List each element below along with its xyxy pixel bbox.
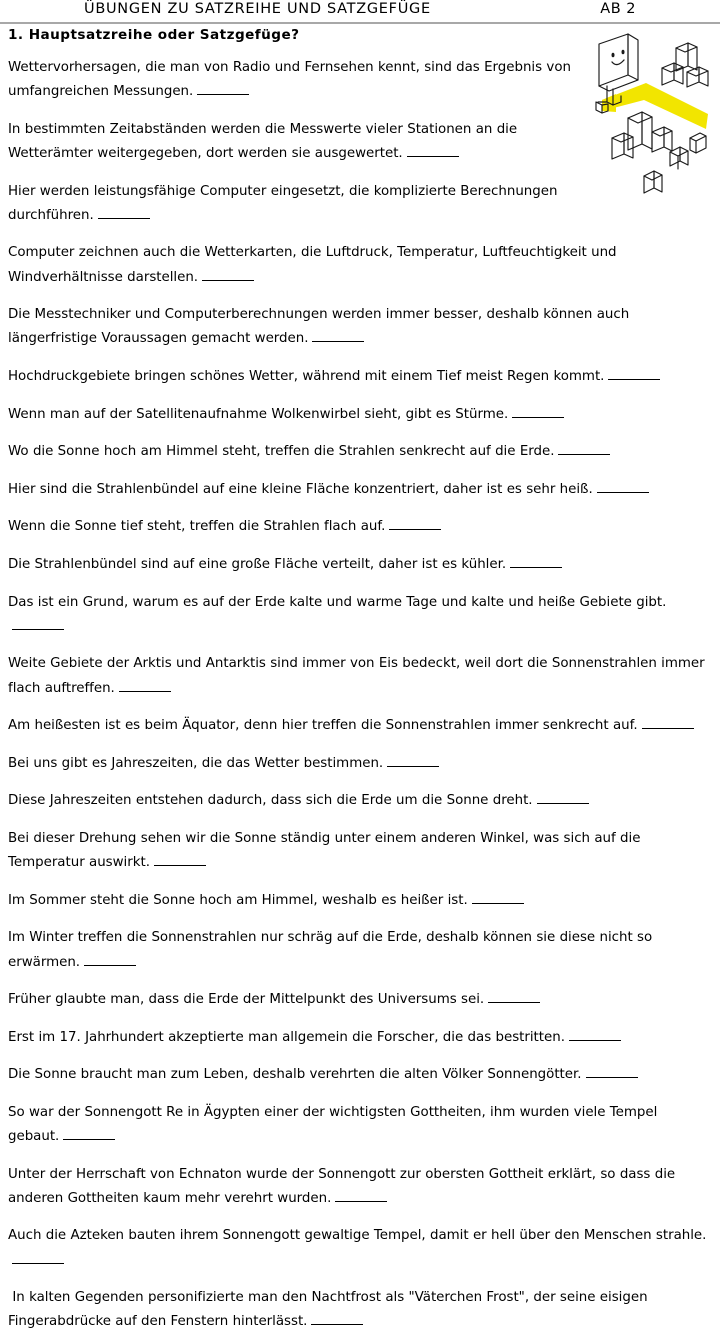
sentence-text: Computer zeichnen auch die Wetterkarten, die Luftdruck, Temperatur, Luftfeuchtigkeit und Windverhältnisse darstellen.: [8, 245, 621, 285]
sentence-text: Wettervorhersagen, die man von Radio und Fernsehen kennt, sind das Ergebnis von umfangreichen Messungen.: [8, 59, 576, 100]
sentence-text: Weite Gebiete der Arktis und Antarktis sind immer von Eis bedeckt, weil dort die Sonnenstrahlen immer flach auftreffen.: [8, 656, 709, 696]
answer-blank[interactable]: [537, 794, 589, 805]
sentence-text: Diese Jahreszeiten entstehen dadurch, dass sich die Erde um die Sonne dreht.: [8, 793, 533, 809]
sentence-text: Früher glaubte man, dass die Erde der Mittelpunkt des Universums sei.: [8, 992, 485, 1008]
sentence-text: Wenn man auf der Satellitenaufnahme Wolkenwirbel sieht, gibt es Stürme.: [8, 406, 509, 422]
sentence-text: Bei uns gibt es Jahreszeiten, die das Wetter bestimmen.: [8, 755, 384, 771]
answer-blank[interactable]: [488, 992, 540, 1003]
sentence-line: [8, 789, 710, 813]
answer-blank[interactable]: [12, 619, 64, 630]
sentence-text: Hier werden leistungsfähige Computer eingesetzt, die komplizierte Berechnungen durchführen.: [8, 183, 562, 223]
answer-blank[interactable]: [197, 85, 249, 96]
sentence-line: [8, 515, 710, 539]
page-header: [0, 0, 720, 20]
sentence-text: Bei dieser Drehung sehen wir die Sonne ständig unter einem anderen Winkel, was sich auf die Temperatur auswirkt.: [8, 830, 645, 871]
sentence-line: [8, 988, 710, 1012]
answer-blank[interactable]: [512, 407, 564, 418]
sentence-text: Im Winter treffen die Sonnenstrahlen nur schräg auf die Erde, deshalb können sie diese nicht so erwärmen.: [8, 930, 657, 970]
answer-blank[interactable]: [98, 208, 150, 219]
worksheet-body: [0, 20, 720, 1335]
answer-blank[interactable]: [407, 146, 459, 157]
sentence-line: [8, 118, 588, 166]
sentence-line: [8, 403, 710, 427]
worksheet-number: AB 2: [600, 1, 636, 17]
sentence-text: Die Messtechniker und Computerberechnungen werden immer besser, deshalb können auch längerfristige Voraussagen gemacht werden.: [8, 307, 634, 347]
sentence-line: [8, 478, 710, 502]
answer-blank[interactable]: [558, 445, 610, 456]
answer-blank[interactable]: [154, 855, 206, 866]
sentence-line: [8, 56, 588, 104]
sentence-text: Wenn die Sonne tief steht, treffen die Strahlen flach auf.: [8, 519, 386, 535]
sentence-text: Unter der Herrschaft von Echnaton wurde der Sonnengott zur obersten Gottheit erklärt, so dass die anderen Gottheiten kaum mehr verehrt wurden.: [8, 1166, 680, 1206]
answer-blank[interactable]: [84, 955, 136, 966]
sentence-line: [8, 365, 710, 389]
answer-blank[interactable]: [389, 520, 441, 531]
header-divider: [0, 22, 720, 24]
sentence-line: [8, 553, 710, 577]
answer-blank[interactable]: [335, 1191, 387, 1202]
answer-blank[interactable]: [597, 482, 649, 493]
sentence-line: [8, 591, 710, 639]
sentence-line: [8, 652, 710, 700]
sentence-line: [8, 1026, 710, 1050]
answer-blank[interactable]: [510, 557, 562, 568]
sentence-line: [8, 180, 588, 228]
sentence-line: [8, 926, 710, 974]
sentence-line: [8, 1101, 710, 1149]
answer-blank[interactable]: [312, 332, 364, 343]
sentence-line: [8, 889, 710, 913]
answer-blank[interactable]: [63, 1129, 115, 1140]
sentence-line: [8, 1063, 710, 1087]
sentence-text: Die Strahlenbündel sind auf eine große Fläche verteilt, daher ist es kühler.: [8, 556, 507, 572]
sentence-text: Hochdruckgebiete bringen schönes Wetter, während mit einem Tief meist Regen kommt.: [8, 368, 605, 384]
page-title: ÜBUNGEN ZU SATZREIHE UND SATZGEFÜGE: [84, 1, 431, 17]
answer-blank[interactable]: [12, 1253, 64, 1264]
sentence-line: [8, 827, 710, 875]
sentence-text: In bestimmten Zeitabständen werden die Messwerte vieler Stationen an die Wetterämter weitergegeben, dort werden sie ausgewertet.: [8, 121, 522, 161]
sentence-line: [8, 1286, 710, 1334]
sentence-line: [8, 303, 710, 351]
sentence-text: Erst im 17. Jahrhundert akzeptierte man allgemein die Forscher, die das bestritten.: [8, 1029, 565, 1045]
sentence-text: Das ist ein Grund, warum es auf der Erde kalte und warme Tage und kalte und heiße Gebiete gibt.: [8, 594, 667, 610]
sentence-text: Wo die Sonne hoch am Himmel steht, treffen die Strahlen senkrecht auf die Erde.: [8, 444, 555, 460]
sentence-text: Im Sommer steht die Sonne hoch am Himmel, weshalb es heißer ist.: [8, 892, 468, 908]
sentence-line: [8, 1224, 710, 1272]
answer-blank[interactable]: [608, 369, 660, 380]
answer-blank[interactable]: [472, 893, 524, 904]
answer-blank[interactable]: [119, 681, 171, 692]
sentence-text: Die Sonne braucht man zum Leben, deshalb verehrten die alten Völker Sonnengötter.: [8, 1067, 582, 1083]
sentence-text: Auch die Azteken bauten ihrem Sonnengott gewaltige Tempel, damit er hell über den Menschen strahle.: [8, 1228, 707, 1244]
answer-blank[interactable]: [202, 270, 254, 281]
sentence-line: [8, 1163, 710, 1211]
sentence-text: Hier sind die Strahlenbündel auf eine kleine Fläche konzentriert, daher ist es sehr heiß.: [8, 481, 593, 497]
sentence-line: [8, 241, 710, 289]
answer-blank[interactable]: [387, 756, 439, 767]
answer-blank[interactable]: [642, 718, 694, 729]
sentence-line: [8, 752, 710, 776]
header-row: [0, 0, 720, 20]
sentence-list: [8, 56, 710, 1335]
answer-blank[interactable]: [311, 1315, 363, 1326]
sentence-text: So war der Sonnengott Re in Ägypten einer der wichtigsten Gottheiten, ihm wurden viele Tempel gebaut.: [8, 1104, 662, 1145]
sentence-text: In kalten Gegenden personifizierte man den Nachtfrost als "Väterchen Frost", der seine eisigen Fingerabdrücke auf den Fenstern hinterlässt.: [8, 1290, 652, 1330]
sentence-line: [8, 714, 710, 738]
answer-blank[interactable]: [569, 1030, 621, 1041]
task-heading: 1. Hauptsatzreihe oder Satzgefüge?: [8, 27, 300, 43]
sentence-line: [8, 440, 710, 464]
sentence-text: Am heißesten ist es beim Äquator, denn hier treffen die Sonnenstrahlen immer senkrecht auf.: [8, 718, 638, 734]
answer-blank[interactable]: [586, 1068, 638, 1079]
